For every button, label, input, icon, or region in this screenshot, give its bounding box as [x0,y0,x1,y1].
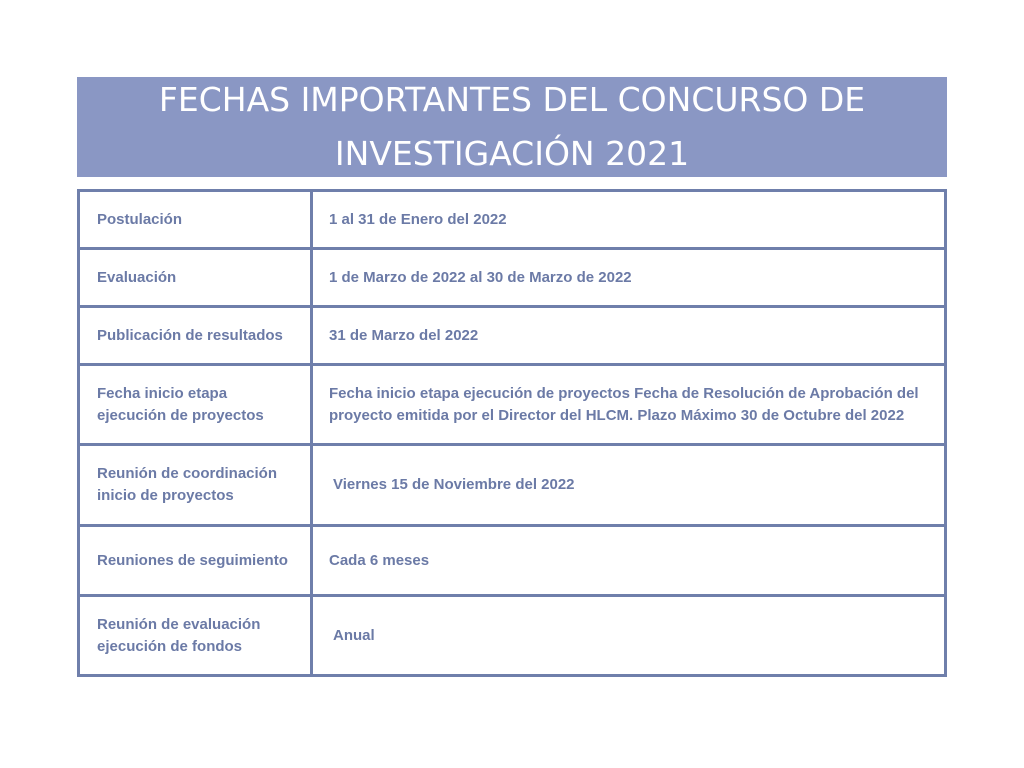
table-row [79,307,946,365]
table-row [79,365,946,445]
row-value-seguimiento: Cada 6 meses [312,526,946,596]
table-row [79,249,946,307]
row-value-publicacion: 31 de Marzo del 2022 [312,307,946,365]
row-label-inicio-ejecucion: Fecha inicio etapa ejecución de proyectos [79,365,312,445]
important-dates-table [77,189,947,677]
row-label-postulacion: Postulación [79,191,312,249]
table-row [79,596,946,676]
row-label-seguimiento: Reuniones de seguimiento [79,526,312,596]
table-row [79,191,946,249]
row-label-reunion-coordinacion: Reunión de coordinación inicio de proyectos [79,445,312,526]
row-label-evaluacion: Evaluación [79,249,312,307]
row-value-postulacion: 1 al 31 de Enero del 2022 [312,191,946,249]
row-label-publicacion: Publicación de resultados [79,307,312,365]
title-banner [77,77,947,177]
page-title: FECHAS IMPORTANTES DEL CONCURSO DE INVESTIGACIÓN 2021 [158,80,866,173]
row-label-evaluacion-fondos: Reunión de evaluación ejecución de fondos [79,596,312,676]
row-value-evaluacion-fondos: Anual [312,596,946,676]
table-row [79,526,946,596]
row-value-reunion-coordinacion: Viernes 15 de Noviembre del 2022 [312,445,946,526]
table-row [79,445,946,526]
row-value-inicio-ejecucion: Fecha inicio etapa ejecución de proyectos Fecha de Resolución de Aprobación del proyecto emitida por el Director del HLCM. Plazo Máximo 30 de Octubre del 2022 [312,365,946,445]
row-value-evaluacion: 1 de Marzo de 2022 al 30 de Marzo de 2022 [312,249,946,307]
